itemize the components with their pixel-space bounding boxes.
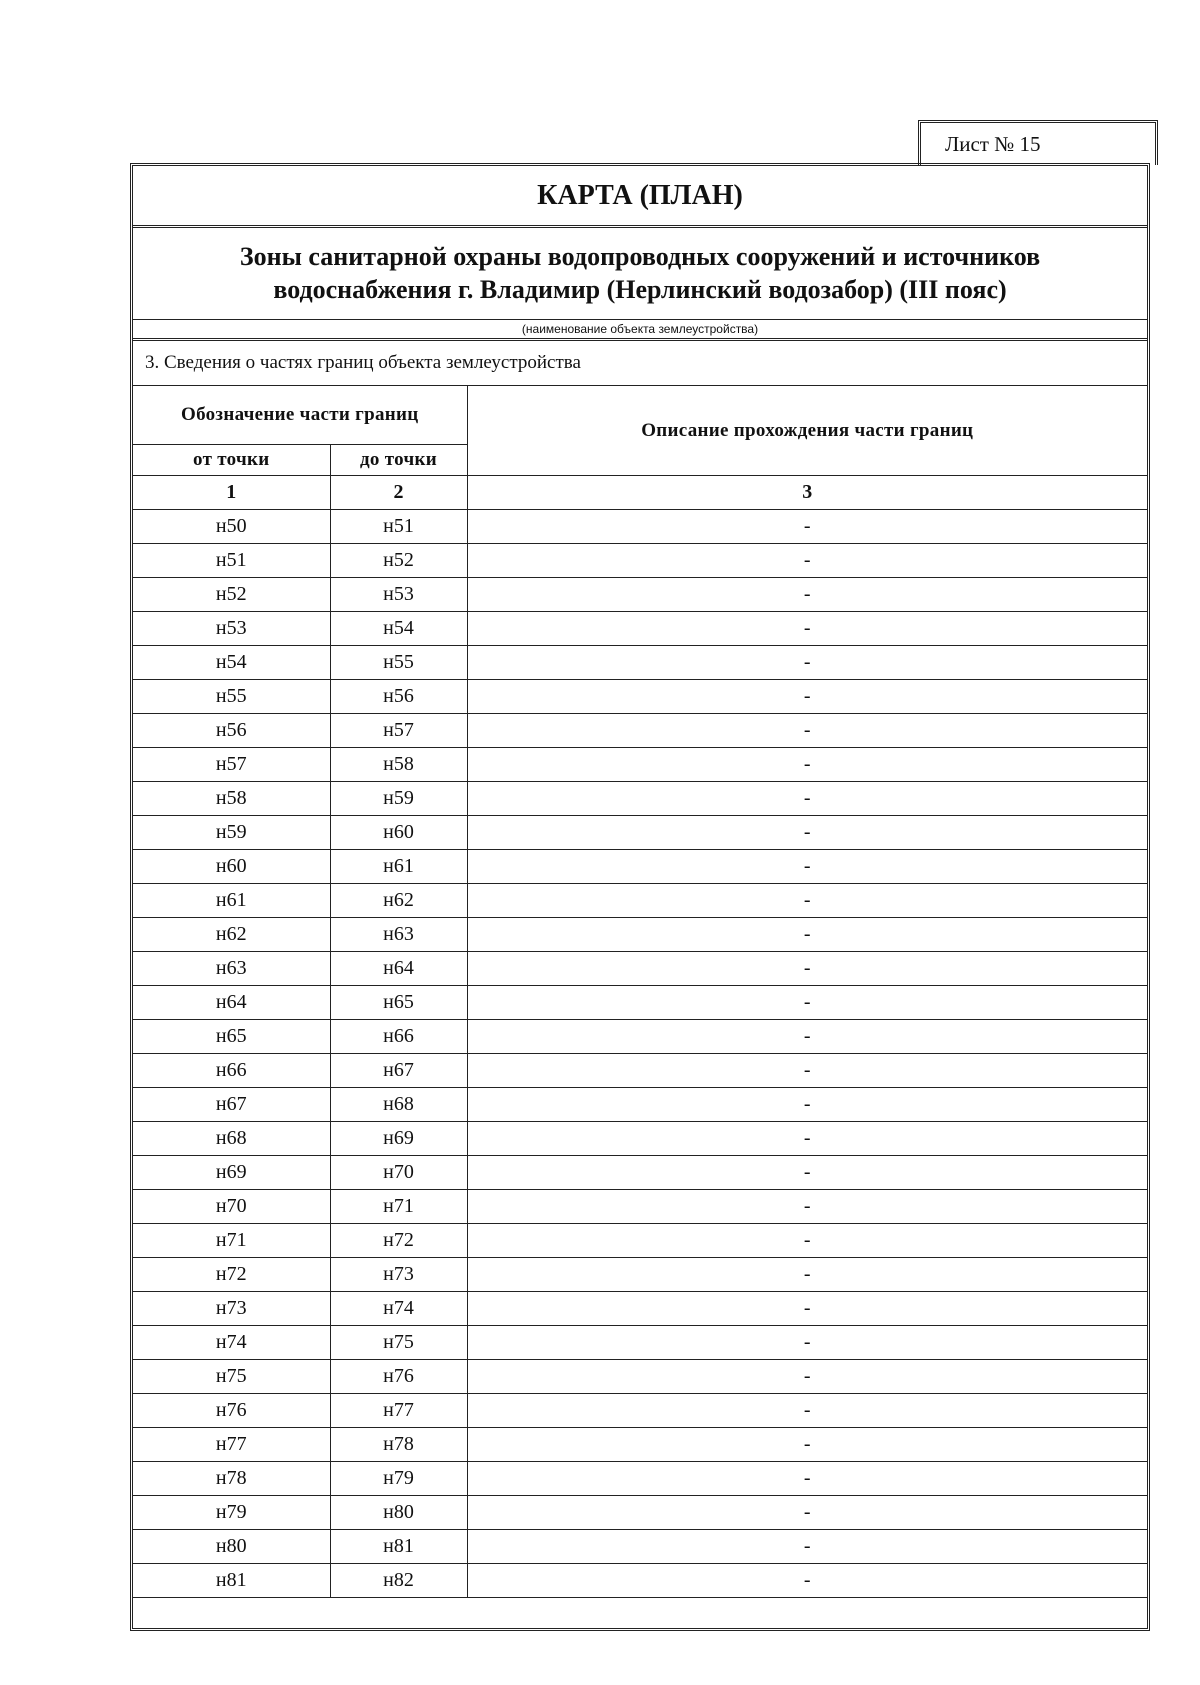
table-row bbox=[133, 1564, 1147, 1598]
to-point-cell: н73 bbox=[330, 1258, 467, 1292]
from-point-cell: н77 bbox=[133, 1428, 330, 1462]
from-point-cell: н60 bbox=[133, 850, 330, 884]
from-point-cell: н53 bbox=[133, 612, 330, 646]
table-row bbox=[133, 578, 1147, 612]
description-cell: - bbox=[467, 1394, 1147, 1428]
from-point-cell: н79 bbox=[133, 1496, 330, 1530]
boundary-parts-table bbox=[133, 386, 1147, 1633]
table-row bbox=[133, 918, 1147, 952]
table-row bbox=[133, 1258, 1147, 1292]
from-point-cell: н56 bbox=[133, 714, 330, 748]
header-description: Описание прохождения части границ bbox=[467, 386, 1147, 476]
from-point-cell: н55 bbox=[133, 680, 330, 714]
from-point-cell: н70 bbox=[133, 1190, 330, 1224]
to-point-cell: н72 bbox=[330, 1224, 467, 1258]
from-point-cell: н50 bbox=[133, 510, 330, 544]
column-number-3: 3 bbox=[467, 476, 1147, 510]
to-point-cell: н63 bbox=[330, 918, 467, 952]
description-cell: - bbox=[467, 1088, 1147, 1122]
from-point-cell: н67 bbox=[133, 1088, 330, 1122]
description-cell: - bbox=[467, 918, 1147, 952]
from-point-cell: н80 bbox=[133, 1530, 330, 1564]
table-row bbox=[133, 884, 1147, 918]
from-point-cell: н73 bbox=[133, 1292, 330, 1326]
section-title: 3. Сведения о частях границ объекта землеустройства bbox=[133, 341, 1147, 386]
from-point-cell: н72 bbox=[133, 1258, 330, 1292]
description-cell: - bbox=[467, 612, 1147, 646]
table-row bbox=[133, 714, 1147, 748]
to-point-cell: н58 bbox=[330, 748, 467, 782]
to-point-cell: н60 bbox=[330, 816, 467, 850]
to-point-cell: н69 bbox=[330, 1122, 467, 1156]
to-point-cell: н59 bbox=[330, 782, 467, 816]
from-point-cell: н78 bbox=[133, 1462, 330, 1496]
description-cell: - bbox=[467, 816, 1147, 850]
empty-cell bbox=[133, 1598, 1147, 1634]
table-row bbox=[133, 1496, 1147, 1530]
description-cell: - bbox=[467, 1054, 1147, 1088]
description-cell: - bbox=[467, 544, 1147, 578]
table-row bbox=[133, 1394, 1147, 1428]
description-cell: - bbox=[467, 1462, 1147, 1496]
table-row bbox=[133, 782, 1147, 816]
from-point-cell: н58 bbox=[133, 782, 330, 816]
sheet-number: Лист № 15 bbox=[945, 131, 1041, 156]
description-cell: - bbox=[467, 1224, 1147, 1258]
table-row bbox=[133, 850, 1147, 884]
to-point-cell: н70 bbox=[330, 1156, 467, 1190]
object-caption: (наименование объекта землеустройства) bbox=[133, 319, 1147, 341]
description-cell: - bbox=[467, 952, 1147, 986]
table-row bbox=[133, 646, 1147, 680]
table-body bbox=[133, 510, 1147, 1634]
to-point-cell: н78 bbox=[330, 1428, 467, 1462]
from-point-cell: н69 bbox=[133, 1156, 330, 1190]
to-point-cell: н67 bbox=[330, 1054, 467, 1088]
description-cell: - bbox=[467, 850, 1147, 884]
table-row bbox=[133, 1462, 1147, 1496]
description-cell: - bbox=[467, 1020, 1147, 1054]
to-point-cell: н80 bbox=[330, 1496, 467, 1530]
table-row bbox=[133, 1088, 1147, 1122]
to-point-cell: н71 bbox=[330, 1190, 467, 1224]
description-cell: - bbox=[467, 680, 1147, 714]
description-cell: - bbox=[467, 1292, 1147, 1326]
to-point-cell: н81 bbox=[330, 1530, 467, 1564]
to-point-cell: н82 bbox=[330, 1564, 467, 1598]
from-point-cell: н71 bbox=[133, 1224, 330, 1258]
to-point-cell: н56 bbox=[330, 680, 467, 714]
table-row bbox=[133, 986, 1147, 1020]
to-point-cell: н54 bbox=[330, 612, 467, 646]
to-point-cell: н74 bbox=[330, 1292, 467, 1326]
table-row bbox=[133, 1224, 1147, 1258]
from-point-cell: н57 bbox=[133, 748, 330, 782]
to-point-cell: н75 bbox=[330, 1326, 467, 1360]
description-cell: - bbox=[467, 646, 1147, 680]
empty-row bbox=[133, 1598, 1147, 1634]
table-row bbox=[133, 510, 1147, 544]
table-row bbox=[133, 816, 1147, 850]
from-point-cell: н76 bbox=[133, 1394, 330, 1428]
to-point-cell: н62 bbox=[330, 884, 467, 918]
object-name bbox=[133, 228, 1147, 318]
to-point-cell: н61 bbox=[330, 850, 467, 884]
to-point-cell: н57 bbox=[330, 714, 467, 748]
from-point-cell: н75 bbox=[133, 1360, 330, 1394]
description-cell: - bbox=[467, 1326, 1147, 1360]
description-cell: - bbox=[467, 1122, 1147, 1156]
table-row bbox=[133, 1292, 1147, 1326]
table-row bbox=[133, 1190, 1147, 1224]
from-point-cell: н59 bbox=[133, 816, 330, 850]
table-row bbox=[133, 952, 1147, 986]
description-cell: - bbox=[467, 884, 1147, 918]
to-point-cell: н68 bbox=[330, 1088, 467, 1122]
table-row bbox=[133, 1156, 1147, 1190]
object-name-line-1: Зоны санитарной охраны водопроводных сооружений и источников bbox=[239, 242, 1041, 271]
from-point-cell: н74 bbox=[133, 1326, 330, 1360]
to-point-cell: н65 bbox=[330, 986, 467, 1020]
description-cell: - bbox=[467, 714, 1147, 748]
from-point-cell: н68 bbox=[133, 1122, 330, 1156]
header-boundary-designation: Обозначение части границ bbox=[133, 386, 467, 445]
description-cell: - bbox=[467, 782, 1147, 816]
header-to-point: до точки bbox=[330, 445, 467, 476]
from-point-cell: н63 bbox=[133, 952, 330, 986]
to-point-cell: н76 bbox=[330, 1360, 467, 1394]
table-row bbox=[133, 680, 1147, 714]
page-title: КАРТА (ПЛАН) bbox=[133, 166, 1147, 228]
table-row bbox=[133, 1122, 1147, 1156]
description-cell: - bbox=[467, 510, 1147, 544]
header-from-point: от точки bbox=[133, 445, 330, 476]
description-cell: - bbox=[467, 578, 1147, 612]
description-cell: - bbox=[467, 1564, 1147, 1598]
from-point-cell: н66 bbox=[133, 1054, 330, 1088]
table-row bbox=[133, 544, 1147, 578]
from-point-cell: н81 bbox=[133, 1564, 330, 1598]
from-point-cell: н64 bbox=[133, 986, 330, 1020]
description-cell: - bbox=[467, 986, 1147, 1020]
to-point-cell: н66 bbox=[330, 1020, 467, 1054]
to-point-cell: н77 bbox=[330, 1394, 467, 1428]
to-point-cell: н51 bbox=[330, 510, 467, 544]
object-name-line-2: водоснабжения г. Владимир (Нерлинский водозабор) (III пояс) bbox=[273, 275, 1007, 304]
from-point-cell: н65 bbox=[133, 1020, 330, 1054]
from-point-cell: н54 bbox=[133, 646, 330, 680]
table-row bbox=[133, 1360, 1147, 1394]
document-frame bbox=[130, 163, 1150, 1631]
to-point-cell: н53 bbox=[330, 578, 467, 612]
from-point-cell: н61 bbox=[133, 884, 330, 918]
column-number-2: 2 bbox=[330, 476, 467, 510]
to-point-cell: н52 bbox=[330, 544, 467, 578]
description-cell: - bbox=[467, 1428, 1147, 1462]
sheet-number-box bbox=[918, 120, 1158, 165]
to-point-cell: н64 bbox=[330, 952, 467, 986]
from-point-cell: н52 bbox=[133, 578, 330, 612]
to-point-cell: н79 bbox=[330, 1462, 467, 1496]
from-point-cell: н62 bbox=[133, 918, 330, 952]
table-row bbox=[133, 1054, 1147, 1088]
table-row bbox=[133, 612, 1147, 646]
table-row bbox=[133, 1530, 1147, 1564]
description-cell: - bbox=[467, 1258, 1147, 1292]
description-cell: - bbox=[467, 1360, 1147, 1394]
to-point-cell: н55 bbox=[330, 646, 467, 680]
description-cell: - bbox=[467, 1190, 1147, 1224]
table-row bbox=[133, 1428, 1147, 1462]
description-cell: - bbox=[467, 1530, 1147, 1564]
description-cell: - bbox=[467, 1496, 1147, 1530]
description-cell: - bbox=[467, 1156, 1147, 1190]
from-point-cell: н51 bbox=[133, 544, 330, 578]
table-row bbox=[133, 748, 1147, 782]
table-row bbox=[133, 1326, 1147, 1360]
description-cell: - bbox=[467, 748, 1147, 782]
column-number-1: 1 bbox=[133, 476, 330, 510]
table-row bbox=[133, 1020, 1147, 1054]
